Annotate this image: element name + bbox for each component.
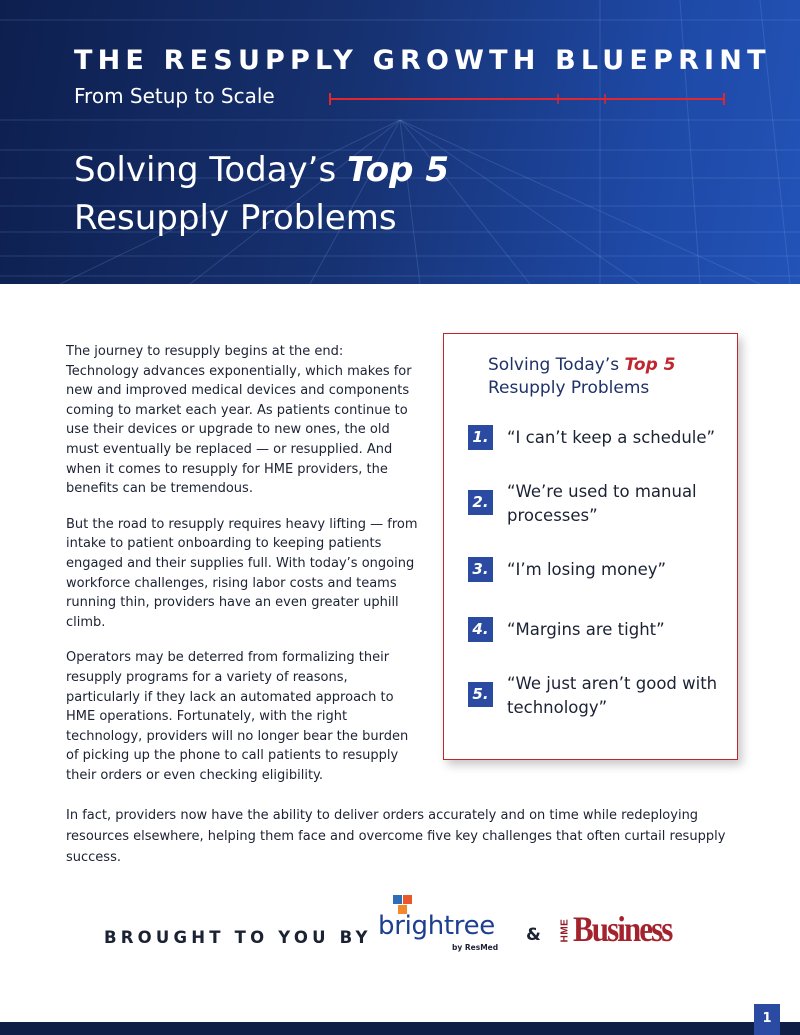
number-badge: 3.	[468, 557, 493, 582]
top-5-sidebar	[443, 333, 738, 760]
body-paragraph-1: The journey to resupply begins at the end: Technology advances exponentially, which makes for new and improved medical devices and components coming to market each year. As patients continue to use their devices or upgrade to new ones, the old must eventually be replaced — or resupplied. And when it comes to resupply for HME providers, the benefits can be tremendous.	[66, 344, 412, 497]
subkicker-title: From Setup to Scale	[74, 84, 275, 108]
problem-text: “Margins are tight”	[507, 620, 665, 639]
problem-text: “We just aren’t good with technology”	[507, 674, 718, 717]
problem-text: “I can’t keep a schedule”	[507, 428, 716, 447]
timeline-graphic	[328, 92, 726, 106]
bottom-bar	[0, 1022, 800, 1035]
body-paragraph-3: Operators may be deterred from formalizing their resupply programs for a variety of reasons, particularly if they lack an automated approach to HME operations. Fortunately, with the right technology, providers will no longer bear the burden of picking up the phone to call patients to resupply their orders or even checking eligibility.	[66, 650, 409, 783]
problem-text: “I’m losing money”	[507, 560, 667, 579]
page-number: 1	[754, 1004, 780, 1035]
closing-paragraph: In fact, providers now have the ability to deliver orders accurately and on time while redeploying resources elsewhere, helping them face and overcome five key challenges that often curtail resupply success.	[66, 808, 726, 865]
number-badge: 1.	[468, 425, 493, 450]
title-prefix: Solving Today’s	[74, 150, 347, 190]
number-badge: 2.	[468, 490, 493, 515]
brought-to-you-by: BROUGHT TO YOU BY	[104, 928, 372, 947]
body-paragraph-2: But the road to resupply requires heavy lifting — from intake to patient onboarding to keeping patients engaged and their supplies full. With today’s ongoing workforce challenges, rising labor costs and teams running thin, providers have an even greater uphill climb.	[66, 516, 418, 630]
sidebar-title-emphasis: Top 5	[624, 355, 676, 375]
title-emphasis: Top 5	[347, 150, 449, 190]
title-line-2: Resupply Problems	[74, 198, 397, 238]
sidebar-title	[488, 354, 728, 400]
ampersand: &	[526, 925, 541, 945]
body-column	[66, 342, 418, 801]
sidebar-title-line-2: Resupply Problems	[488, 378, 650, 398]
brightree-byline: by ResMed	[452, 943, 499, 952]
brightree-logo	[378, 895, 503, 957]
brightree-wordmark: brightree	[378, 911, 496, 941]
hme-business-logo	[559, 909, 698, 952]
hme-business-wordmark: Business	[573, 909, 672, 949]
number-badge: 5.	[468, 682, 493, 707]
page-title	[74, 146, 449, 242]
header-banner	[0, 0, 800, 284]
hme-prefix: HME	[559, 918, 571, 943]
problem-text: “We’re used to manual processes”	[507, 482, 697, 525]
number-badge: 4.	[468, 617, 493, 642]
sidebar-title-prefix: Solving Today’s	[488, 355, 625, 375]
kicker-title: THE RESUPPLY GROWTH BLUEPRINT	[74, 45, 771, 76]
